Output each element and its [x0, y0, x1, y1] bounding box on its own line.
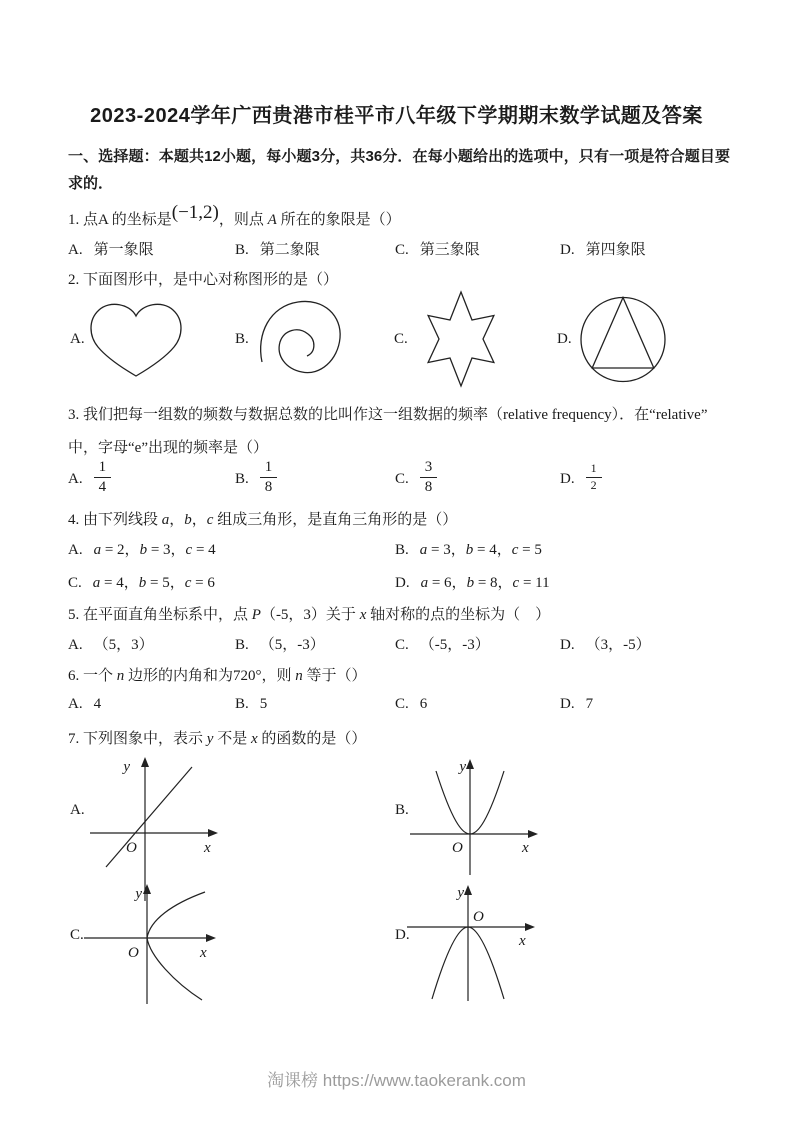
question-5-options: [68, 633, 728, 654]
fraction-denominator: 4: [98, 478, 107, 495]
y-axis-label: y: [135, 886, 142, 902]
option-d: [395, 571, 728, 592]
question-1-options: [68, 238, 728, 259]
option-text: （5，-3）: [259, 637, 325, 653]
option-b: [235, 633, 395, 654]
option-a: [68, 696, 235, 713]
page-title: 2023-2024学年广西贵港市桂平市八年级下学期期末数学试题及答案: [90, 105, 703, 127]
option-label: D.: [395, 575, 410, 591]
option-c: [395, 633, 560, 654]
option-text: 第三象限: [419, 242, 480, 258]
option-text: 5: [259, 696, 268, 712]
option-d: [560, 238, 728, 259]
x-axis-label: x: [204, 840, 211, 856]
option-label: C.: [395, 637, 409, 653]
question-5-stem: 5. 在平面直角坐标系中，点 P（-5，3）关于 x 轴对称的点的坐标为（ ）: [68, 607, 551, 623]
fraction: [420, 459, 438, 495]
six-pointed-star-shape: [419, 289, 503, 386]
option-text: 第二象限: [259, 242, 320, 258]
graph-parabola-up: [408, 757, 538, 880]
option-a: [68, 459, 235, 498]
option-text: 7: [585, 696, 594, 712]
option-label: A.: [68, 696, 83, 712]
question-1-stem: 1. 点A 的坐标是(−1,2)，则点 A 所在的象限是（）: [68, 202, 401, 228]
option-label: B.: [235, 696, 249, 712]
origin-label: O: [128, 945, 139, 961]
heart-shape: [88, 300, 184, 378]
option-label: C.: [395, 471, 409, 488]
option-label: C.: [395, 242, 409, 258]
option-label: B.: [395, 542, 409, 558]
option-a: [68, 633, 235, 654]
option-label: A.: [68, 542, 83, 558]
option-label: D.: [560, 637, 575, 653]
graph-option-label-b: B.: [395, 802, 409, 818]
option-a: [68, 238, 235, 259]
option-label: D.: [560, 242, 575, 258]
graph-option-label-a: A.: [70, 802, 85, 818]
question-3-stem-line1: 3. 我们把每一组数的频数与数据总数的比叫作这一组数据的频率（relative frequency）．在“relative”: [68, 407, 708, 423]
option-d: [560, 696, 728, 713]
option-c: [395, 459, 560, 498]
fraction-denominator: 2: [590, 477, 597, 492]
fraction-numerator: 1: [260, 459, 278, 478]
option-text: 第四象限: [585, 242, 646, 258]
option-c: [395, 696, 560, 713]
option-label: D.: [560, 471, 575, 488]
fraction-numerator: 1: [586, 462, 602, 477]
option-b: [235, 459, 395, 498]
option-c: [395, 238, 560, 259]
fraction-denominator: 8: [424, 478, 433, 495]
option-text: 6: [419, 696, 428, 712]
question-3-stem-line2: 中，字母“e”出现的频率是（）: [68, 440, 268, 456]
graph-parabola-right: [82, 880, 217, 1008]
y-axis-label: y: [123, 759, 130, 775]
option-b: [235, 696, 395, 713]
option-label: B.: [235, 242, 249, 258]
option-text: 第一象限: [93, 242, 154, 258]
x-axis-label: x: [519, 933, 526, 949]
shape-option-label-b: B.: [235, 331, 249, 347]
shape-option-label-c: C.: [394, 331, 408, 347]
question-7-stem: 7. 下列图象中，表示 y 不是 x 的函数的是（）: [68, 731, 367, 747]
fraction-numerator: 3: [420, 459, 438, 478]
option-label: A.: [68, 471, 83, 488]
x-axis-label: x: [522, 840, 529, 856]
question-6-stem: 6. 一个 n 边形的内角和为720°，则 n 等于（）: [68, 668, 367, 684]
option-text: （5，3）: [93, 637, 154, 653]
option-text: a = 3，b = 4，c = 5: [419, 542, 542, 558]
y-axis-label: y: [457, 885, 464, 901]
option-text: a = 4，b = 5，c = 6: [92, 575, 215, 591]
option-label: C.: [68, 575, 82, 591]
option-b: [235, 238, 395, 259]
option-text: （-5，-3）: [419, 637, 490, 653]
option-label: A.: [68, 242, 83, 258]
question-4-stem: 4. 由下列线段 a，b，c 组成三角形，是直角三角形的是（）: [68, 512, 458, 528]
option-text: 4: [93, 696, 102, 712]
option-label: C.: [395, 696, 409, 712]
option-text: a = 2，b = 3，c = 4: [93, 542, 216, 558]
footer-watermark: 淘课榜 https://www.taokerank.com: [267, 1071, 526, 1090]
option-a: [68, 538, 395, 559]
y-axis-label: y: [459, 759, 466, 775]
option-b: [395, 538, 728, 559]
fraction-denominator: 8: [264, 478, 273, 495]
option-d: [560, 633, 728, 654]
option-label: B.: [235, 637, 249, 653]
shape-option-label-d: D.: [557, 331, 572, 347]
origin-label: O: [126, 840, 137, 856]
option-label: D.: [560, 696, 575, 712]
question-3-options: [68, 458, 728, 502]
option-text: （3，-5）: [585, 637, 651, 653]
option-text: a = 6，b = 8，c = 11: [420, 575, 550, 591]
question-4-options-row1: [68, 538, 728, 559]
section-header: 一、选择题：本题共12小题，每小题3分，共36分．在每小题给出的选项中，只有一项是符合题目要求的．: [68, 148, 730, 192]
option-label: B.: [235, 471, 249, 488]
option-d: [560, 461, 728, 494]
fraction: [586, 462, 602, 491]
triangle-in-circle-shape: [579, 296, 667, 383]
question-4-options-row2: [68, 571, 728, 592]
question-2-stem: 2. 下面图形中，是中心对称图形的是（）: [68, 272, 339, 288]
fraction: [260, 459, 278, 495]
shape-option-label-a: A.: [70, 331, 85, 347]
option-label: A.: [68, 637, 83, 653]
fraction: [94, 459, 112, 495]
graph-parabola-down: [405, 883, 535, 1005]
question-6-options: [68, 696, 728, 713]
spiral-shape: [254, 296, 346, 380]
option-c: [68, 571, 395, 592]
graph-option-label-c: C.: [70, 927, 84, 943]
graph-option-label-d: D.: [395, 927, 410, 943]
origin-label: O: [452, 840, 463, 856]
origin-label: O: [473, 909, 484, 925]
x-axis-label: x: [200, 945, 207, 961]
fraction-numerator: 1: [94, 459, 112, 478]
